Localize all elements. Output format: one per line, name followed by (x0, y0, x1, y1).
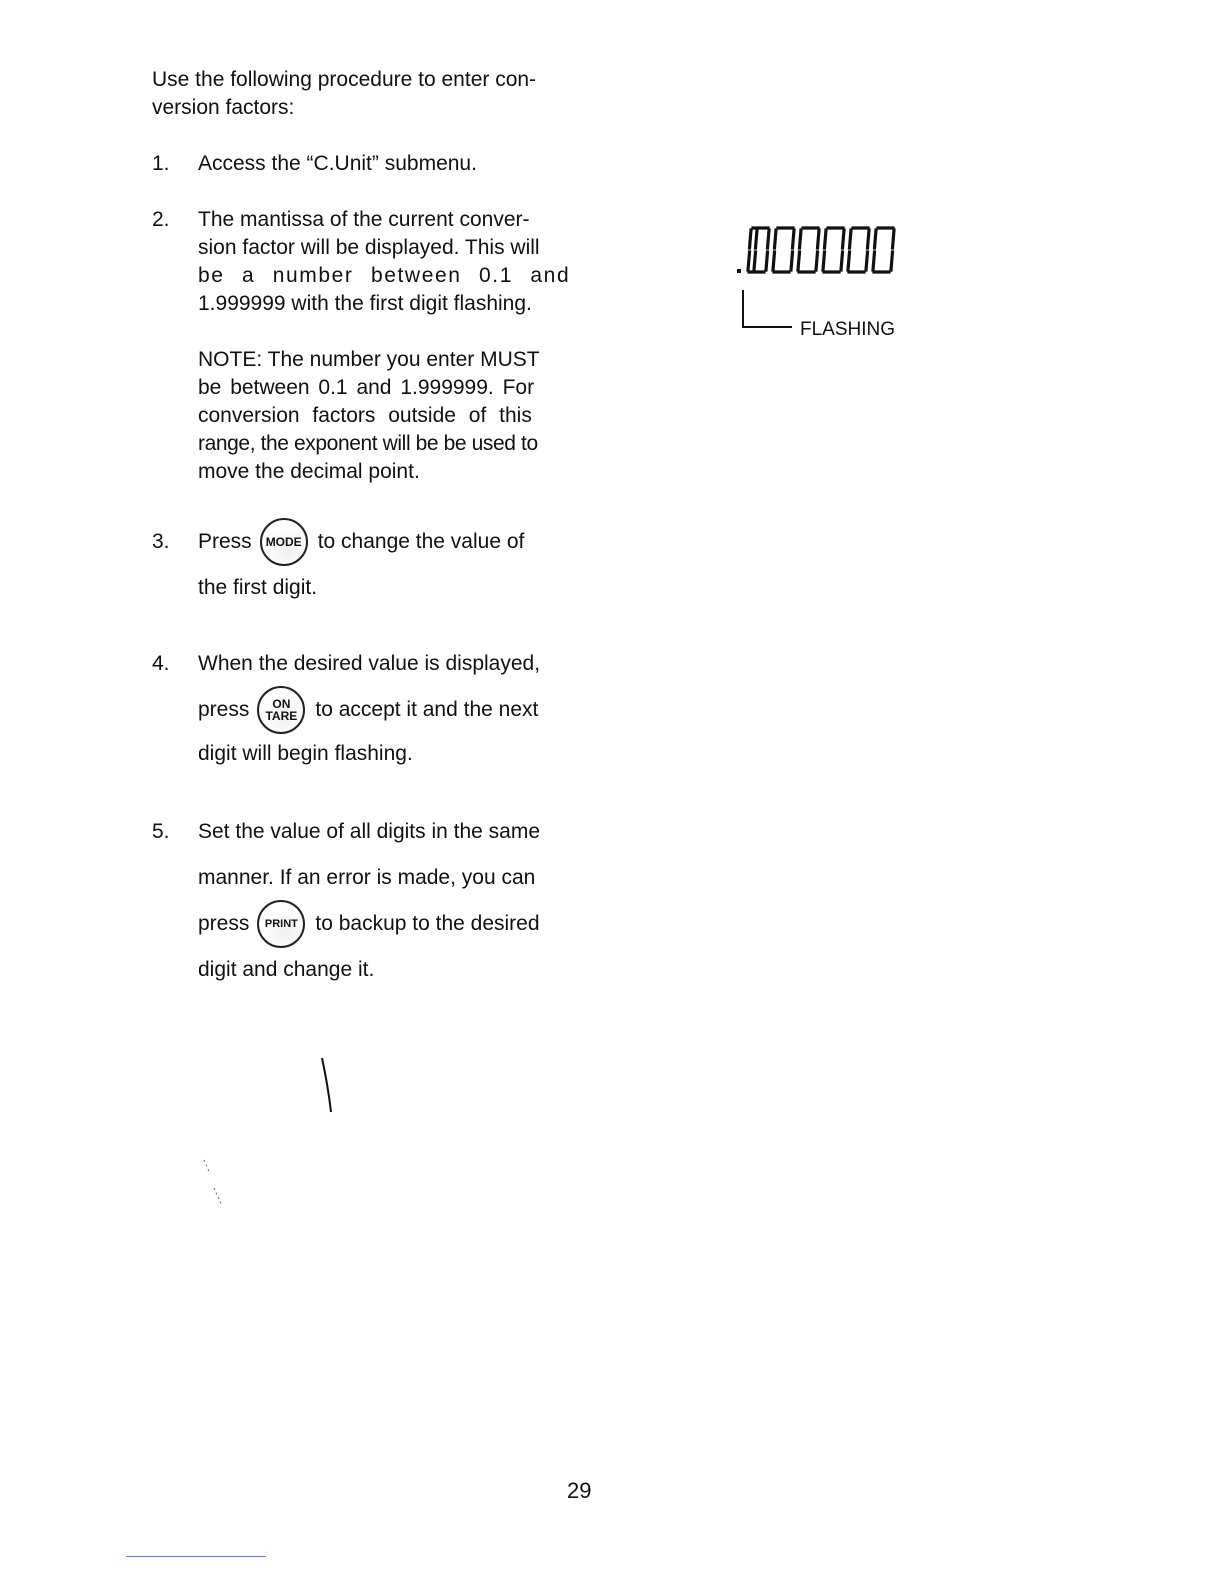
intro-line-2: version factors: (152, 96, 295, 119)
intro-line-1: Use the following procedure to enter con- (152, 68, 537, 91)
flashing-pointer-line (742, 290, 792, 328)
flashing-label: FLASHING (800, 319, 896, 340)
step-4-key-line (198, 682, 570, 738)
intro-paragraph (152, 66, 572, 122)
segment-0-b (756, 230, 758, 248)
note-line-1: NOTE: The number you enter MUST (198, 348, 540, 371)
scan-mark-faint (200, 1158, 230, 1214)
print-key-icon (257, 900, 305, 948)
step-2-number: 2. (152, 208, 170, 231)
seven-segment-display (730, 222, 910, 278)
step-3-key-line (198, 514, 570, 570)
segment-4-c (841, 252, 843, 270)
step-4-line-3: digit will begin flashing. (198, 742, 413, 765)
tare-key-label: TARE (265, 709, 298, 723)
segment-1-f (750, 230, 752, 248)
segment-4-b (843, 230, 845, 248)
step-3-press-text: Press (198, 530, 252, 553)
segment-4-e (823, 252, 825, 270)
step-5-line-1: Set the value of all digits in the same (198, 820, 541, 843)
step-3-post-text: to change the value of (317, 530, 525, 553)
segment-6-f (875, 230, 877, 248)
segment-5-c (866, 252, 868, 270)
decimal-point (737, 269, 741, 273)
segment-6-c (891, 252, 893, 270)
on-key-label: ON (272, 697, 291, 711)
segment-3-c (816, 252, 818, 270)
segment-0-c (754, 252, 756, 270)
step-2-line-4: 1.999999 with the first digit flashing. (198, 292, 532, 315)
page-number: 29 (567, 1478, 592, 1503)
segment-5-f (850, 230, 852, 248)
display-digits (730, 222, 910, 278)
segment-1-b (768, 230, 770, 248)
segment-1-c (766, 252, 768, 270)
segment-3-b (818, 230, 820, 248)
footer-rule (126, 1556, 266, 1557)
step-4-line-1: When the desired value is displayed, (198, 652, 541, 675)
note-line-4: range, the exponent will be be used to (198, 432, 538, 455)
segment-5-e (848, 252, 850, 270)
step-5-line-4: digit and change it. (198, 958, 375, 981)
segment-3-f (800, 230, 802, 248)
segment-6-e (873, 252, 875, 270)
segment-2-b (793, 230, 795, 248)
step-2-line-3: be a number between 0.1 and (198, 264, 571, 287)
step-4-press-text: press (198, 698, 250, 721)
step-5-number: 5. (152, 820, 170, 843)
step-5-press-text: press (198, 912, 250, 935)
note-line-2: be between 0.1 and 1.999999. For (198, 376, 535, 399)
print-key-label: PRINT (264, 918, 298, 930)
segment-2-e (773, 252, 775, 270)
segment-2-c (791, 252, 793, 270)
note-line-5: move the decimal point. (198, 460, 420, 483)
step-1-number: 1. (152, 152, 170, 175)
mode-key-icon (260, 518, 308, 566)
segment-1-e (748, 252, 750, 270)
step-2-line-2: sion factor will be displayed. This will (198, 236, 540, 259)
step-4-number: 4. (152, 652, 170, 675)
segment-4-f (825, 230, 827, 248)
step-3-line-2: the first digit. (198, 576, 318, 599)
mode-key-label: MODE (265, 535, 302, 549)
step-1-text: Access the “C.Unit” submenu. (198, 152, 477, 175)
note-line-3: conversion factors outside of this (198, 404, 532, 427)
step-5-post-text: to backup to the desired (315, 912, 540, 935)
segment-5-b (868, 230, 870, 248)
segment-2-f (775, 230, 777, 248)
scan-mark-stroke (318, 1056, 338, 1116)
segment-3-e (798, 252, 800, 270)
step-5-line-2: manner. If an error is made, you can (198, 866, 536, 889)
step-2-line-1: The mantissa of the current conver- (198, 208, 530, 231)
step-5-key-line (198, 896, 570, 952)
on-tare-key-icon (257, 686, 305, 734)
step-3-number: 3. (152, 530, 170, 553)
segment-6-b (893, 230, 895, 248)
step-4-post-text: to accept it and the next (315, 698, 539, 721)
